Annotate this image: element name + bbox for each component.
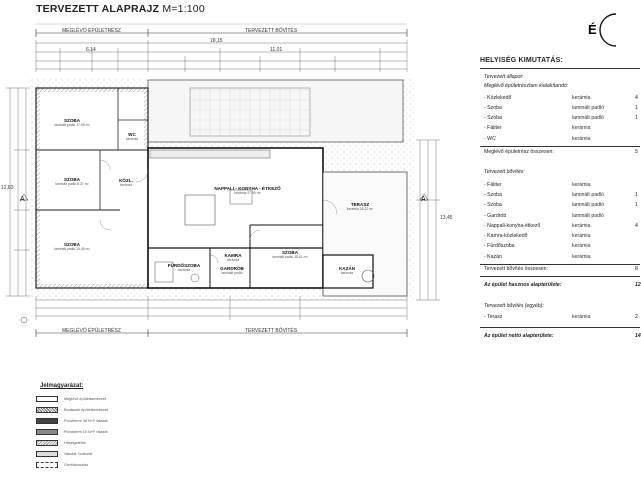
title-text: TERVEZETT ALAPRAJZ [36,3,160,15]
room-label-nappali: NAPPALI - KONYHA - ÉTKEZŐ kerámia 47,95 m² [214,186,281,196]
title-scale: M=1:100 [162,3,205,15]
room-label-szoba1: SZOBA laminált padló 17,95 m² [54,118,90,128]
room-label-kozl: KÖZL. kerámia [119,178,133,188]
room-label-kamra: KAMRA kerámia [224,253,242,263]
schedule-rule [480,146,640,147]
schedule-rule [480,264,640,265]
zone-label-existing-top: MEGLÉVŐ ÉPÜLETRÉSZ [62,28,121,34]
north-label: É [588,22,597,37]
dim-right-total: 13,45 [440,215,453,221]
room-label-furdo: FÜRDŐSZOBA kerámia [167,263,201,273]
room-label-wc: WC kerámia [125,132,139,142]
schedule-rule [480,276,640,277]
paved-area [190,88,310,136]
table-row: - Szoba laminált padló 1 [484,192,638,198]
table-row: - Nappali-konyha-étkező kerámia 4 [484,223,638,229]
schedule-rule [480,327,640,328]
zone-label-existing-bottom: MEGLÉVŐ ÉPÜLETRÉSZ [62,328,121,334]
table-row: - Terasz kerámia 2 [484,314,638,320]
room-schedule-table [480,74,640,344]
dimension-lines-right [416,140,440,300]
north-arrow-icon [586,10,636,50]
table-row: - Fáliter kerámia [484,125,591,131]
dimension-lines-top [36,40,407,72]
legend-title: Jelmagyarázat: [40,383,84,389]
schedule-planned-state: Tervezett állapot: [484,74,524,80]
table-row: - Fürdőszoba kerámia [484,243,591,249]
table-row: - Gardrób laminált padló [484,213,605,219]
schedule-useful-area: Az épület hasznos alapterülete: 12 [484,282,641,288]
schedule-new-heading: Tervezett bővítés: [484,169,525,175]
legend-item: Gerébkiosztás [36,462,88,469]
axis-label-left: A [20,196,25,203]
table-row: - WC kerámia [484,136,591,142]
table-row: - Kamra-közlekedő kerámia [484,233,591,239]
room-label-szoba4: SZOBA laminált padló 18,61 m² [272,250,308,260]
schedule-terrace-heading: Tervezett bővítés (egyéb): [484,303,544,309]
schedule-net-area: Az épület nettó alapterülete: 14 [484,333,641,339]
room-label-garderob: GARDRÓB laminált padló [220,266,244,276]
room-label-szoba2: SZOBA laminált padló 8,37 m² [55,177,89,187]
dim-top-right: 11,01 [270,47,283,53]
room-label-szoba3: SZOBA laminált padló 15,45 m² [54,242,90,252]
table-row: - Szoba laminált padló 1 [484,105,638,111]
legend-item: Meglévő épületszerkezet [36,396,106,403]
schedule-existing-heading: Meglévő épületrészben kialakítandó: [484,83,569,89]
table-row: - Kazán kerámia [484,254,591,260]
schedule-title-rule [480,68,640,69]
room-label-kazan: KAZÁN kerámia [338,266,356,276]
table-row: - Fáliter kerámia [484,182,591,188]
dim-left-total: 12,83 [1,185,14,191]
axis-label-right: A [421,196,426,203]
zone-label-new-bottom: TERVEZETT BŐVÍTÉS [245,328,298,334]
dimension-lines-left [6,88,30,296]
dim-top-total: 18,15 [210,38,223,44]
table-row: - Közlekedő kerámia 4 [484,95,638,101]
table-row: - Szoba laminált padló 1 [484,115,638,121]
dim-top-left: 6,14 [86,47,96,53]
legend-item: Porotherm 38 N+F falazat [36,418,108,425]
legend-item: Porotherm 10 N+F falazat [36,429,108,436]
schedule-new-total: Tervezett bővítés összesen: 8 [484,266,638,272]
legend-item: Bontandó épületszerkezet [36,407,108,414]
zone-label-new-top: TERVEZETT BŐVÍTÉS [245,28,298,34]
schedule-title: HELYISÉG KIMUTATÁS: [480,57,564,64]
room-label-terasz: TERASZ kerámia 26,12 m² [346,202,374,212]
schedule-existing-total: Meglévő épületrész összesen: 5 [484,149,638,155]
legend-item: Hőszigetelés [36,440,86,447]
legend-item: Vakolat, burkolat [36,451,92,458]
table-row: - Szoba laminált padló 1 [484,202,638,208]
